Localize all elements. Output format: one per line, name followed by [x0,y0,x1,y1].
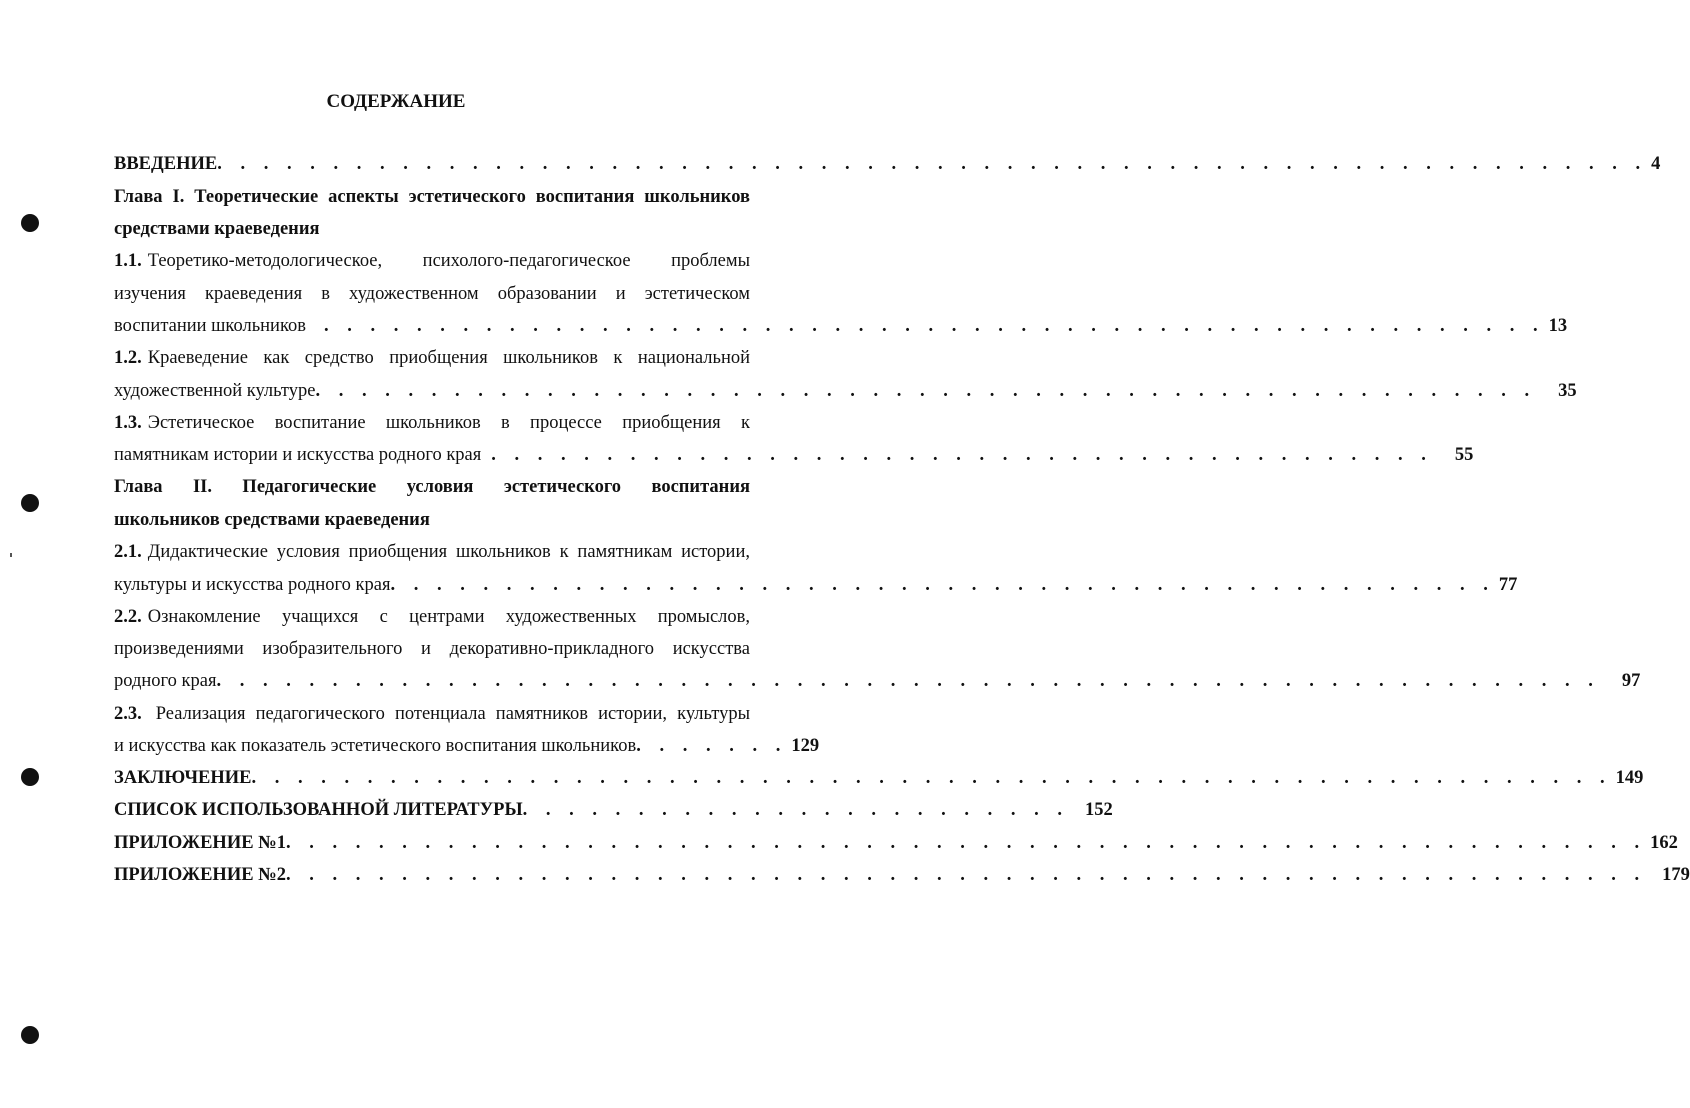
toc-section-text: Ознакомление учащихся с центрами художественных промыслов, [147,607,750,627]
toc-entry-conclusion[interactable] [114,762,1644,794]
toc-entry-2-3-end [114,730,820,762]
toc-page-number: 162 [1650,833,1678,853]
leader-dots: . . . . . . . . . . . . . . . . . . . . . . . . . . . . . . . . . . . . . . . . . . . . . . . . . . . . . . . . . . . [286,833,1647,853]
toc-chapter-text: школьников средствами краеведения [114,510,430,530]
toc-label: СПИСОК ИСПОЛЬЗОВАННОЙ ЛИТЕРАТУРЫ [114,800,523,820]
toc-chapter-2-heading-cont [114,504,750,536]
leader-dots: . . . . . . . . . . . . . . . . . . . . . . . . . . . . . . . . . . . . . . . . . . . . . . . . . . . . . . . . . . . [251,768,1612,788]
toc-section-number: 2.1. [114,542,142,562]
toc-chapter-text: средствами краеведения [114,219,320,239]
toc-chapter-2-heading[interactable] [114,471,750,503]
toc-page-number: 77 [1498,575,1518,595]
toc-page-number: 55 [1454,445,1474,465]
toc-entry-literature[interactable] [114,794,1113,826]
leader-dots: . . . . . . . . . . . . . . . . . . . . . . . . . . . . . . . . . . . . . . . . . . . . . . . . [390,575,1495,595]
leader-dots: . . . . . . . . . . . . . . . . . . . . . . . . . . . . . . . . . . . . . . . . . . . . . . . . . . . . . [323,316,1545,336]
scan-speck [10,553,12,557]
toc-section-text: Реализация педагогического потенциала памятников истории, культуры [155,704,750,724]
toc-section-text: памятникам истории и искусства родного края [114,445,482,465]
toc-page-number: 13 [1548,316,1568,336]
toc-section-number: 1.1. [114,251,142,271]
page-title: СОДЕРЖАНИЕ [326,91,466,112]
toc-section-text: культуры и искусства родного края [114,575,391,595]
toc-section-text: родного края [114,671,217,691]
toc-entry-2-1[interactable] [114,536,750,568]
punch-hole [21,1026,39,1044]
toc-chapter-text: Глава I. Теоретические аспекты эстетического воспитания школьников [114,187,750,207]
punch-hole [21,494,39,512]
toc-entry-2-1-end [114,569,1518,601]
leader-dots: . . . . . . . . . . . . . . . . . . . . . . . . [522,800,1070,820]
toc-entry-1-1[interactable] [114,245,750,277]
toc-page-number: 149 [1615,768,1644,788]
toc-section-text: художественной культуре [114,381,316,401]
toc-entry-2-2-cont [114,633,750,665]
toc-label: ВВЕДЕНИЕ [114,154,218,174]
toc-entry-1-3-end [114,439,1474,471]
toc-entry-appendix-2[interactable] [114,859,1690,891]
leader-dots: . . . . . . . . . . . . . . . . . . . . . . . . . . . . . . . . . . . . . . . . . . . . . . . . . . . . . . . . . . . . . . [217,154,1648,174]
toc-label: ПРИЛОЖЕНИЕ №1 [114,833,287,853]
toc-page-number: 179 [1662,865,1690,885]
toc-chapter-1-heading-cont [114,213,750,245]
toc-section-text: воспитании школьников [114,316,306,336]
toc-label: ЗАКЛЮЧЕНИЕ [114,768,252,788]
leader-dots: . . . . . . . [636,736,788,756]
leader-dots: . . . . . . . . . . . . . . . . . . . . . . . . . . . . . . . . . . . . . . . . . . . . . . . . . . . . . . . . . . . . [216,671,1600,691]
toc-page-number: 4 [1651,154,1661,174]
toc-chapter-1-heading[interactable] [114,181,750,213]
toc-section-text: Краеведение как средство приобщения школьников к национальной [147,348,750,368]
toc-entry-2-3[interactable] [114,698,750,730]
leader-dots: . . . . . . . . . . . . . . . . . . . . . . . . . . . . . . . . . . . . . . . . . . . . . . . . . . . . . . . . . . . [286,865,1647,885]
toc-section-text: изучения краеведения в художественном образовании и эстетическом [114,284,750,304]
toc-section-text: Эстетическое воспитание школьников в процессе приобщения к [147,413,750,433]
leader-dots: . . . . . . . . . . . . . . . . . . . . . . . . . . . . . . . . . . . . . . . . . . . . . . . . . . . . . [315,381,1537,401]
punch-hole [21,768,39,786]
toc-section-number: 1.3. [114,413,142,433]
toc-entry-appendix-1[interactable] [114,827,1678,859]
leader-dots: . . . . . . . . . . . . . . . . . . . . . . . . . . . . . . . . . . . . . . . . . [491,445,1433,465]
toc-entry-1-2[interactable] [114,342,750,374]
toc-section-text: произведениями изобразительного и декоративно-прикладного искусства [114,639,750,659]
toc-chapter-text: Глава II. Педагогические условия эстетического воспитания [114,477,750,497]
toc-section-number: 1.2. [114,348,142,368]
toc-section-text: и искусства как показатель эстетического воспитания школьников [114,736,637,756]
toc-entry-2-2-end [114,665,1641,697]
toc-page-number: 35 [1558,381,1577,401]
toc-entry-1-1-cont [114,278,750,310]
toc-entry-1-1-end [114,310,1568,342]
toc-entry-introduction[interactable] [114,148,1661,180]
toc-section-text: Дидактические условия приобщения школьников к памятникам истории, [147,542,750,562]
toc-entry-1-2-end [114,375,1577,407]
toc-page-number: 152 [1085,800,1113,820]
punch-hole [21,214,39,232]
toc-page-number: 97 [1621,671,1641,691]
toc-section-number: 2.3. [114,704,142,724]
toc-section-number: 2.2. [114,607,142,627]
toc-label: ПРИЛОЖЕНИЕ №2 [114,865,287,885]
toc-section-text: Теоретико-методологическое, психолого-педагогическое проблемы [147,251,750,271]
toc-page-number: 129 [791,736,820,756]
toc-entry-1-3[interactable] [114,407,750,439]
toc-entry-2-2[interactable] [114,601,750,633]
